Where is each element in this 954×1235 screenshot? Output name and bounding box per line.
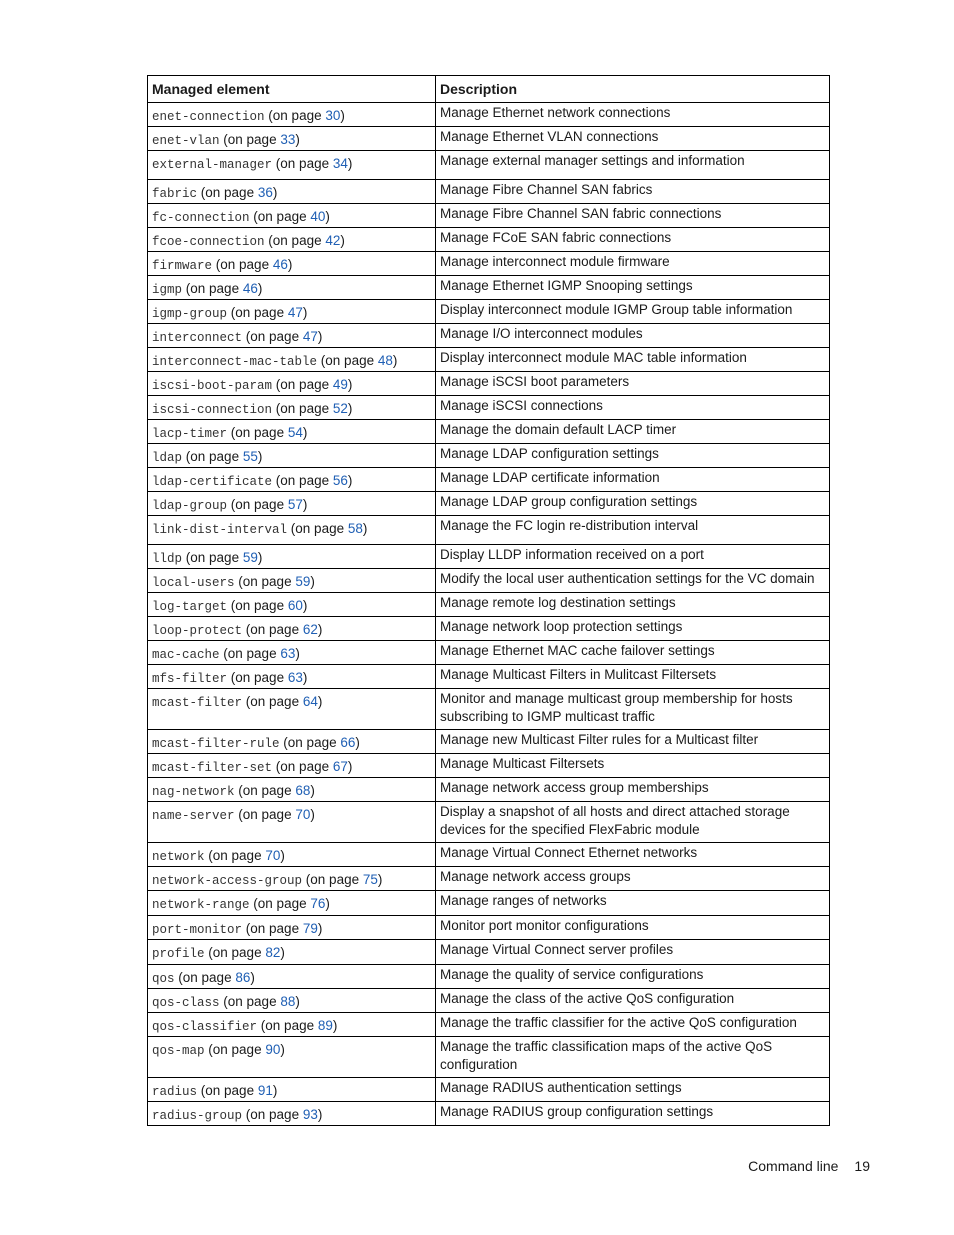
page-link[interactable]: 52	[332, 401, 348, 416]
command-name: mfs-filter	[152, 672, 228, 686]
on-page-prefix: (on page	[208, 848, 266, 863]
page-link[interactable]: 36	[257, 185, 273, 200]
description-cell: Manage Ethernet MAC cache failover settings	[436, 641, 830, 665]
on-page-prefix: (on page	[230, 670, 288, 685]
description-cell: Display interconnect module MAC table information	[436, 348, 830, 372]
on-page-prefix: (on page	[185, 281, 243, 296]
description-cell: Manage the traffic classification maps of the active QoS configuration	[436, 1037, 830, 1078]
on-page-suffix: )	[377, 872, 383, 887]
page-link[interactable]: 82	[265, 945, 281, 960]
table-row	[148, 802, 830, 843]
page-link[interactable]: 47	[287, 305, 303, 320]
on-page-prefix: (on page	[268, 233, 326, 248]
on-page-prefix: (on page	[200, 185, 258, 200]
managed-element-cell	[148, 545, 436, 569]
description-cell: Monitor and manage multicast group membership for hosts subscribing to IGMP multicast traffic	[436, 689, 830, 730]
managed-elements-table	[147, 75, 830, 1126]
on-page-suffix: )	[332, 1018, 338, 1033]
on-page-prefix: (on page	[290, 521, 348, 536]
on-page-suffix: )	[362, 521, 368, 536]
description-cell: Manage Virtual Connect server profiles	[436, 940, 830, 965]
on-page-suffix: )	[302, 305, 308, 320]
command-name: fcoe-connection	[152, 235, 265, 249]
page-link[interactable]: 40	[310, 209, 326, 224]
table-row	[148, 516, 830, 545]
on-page-prefix: (on page	[238, 783, 296, 798]
command-name: name-server	[152, 809, 235, 823]
page-link[interactable]: 54	[287, 425, 303, 440]
table-row	[148, 916, 830, 940]
command-name: enet-vlan	[152, 134, 220, 148]
page-link[interactable]: 86	[235, 970, 251, 985]
command-name: igmp	[152, 283, 183, 297]
on-page-suffix: )	[347, 401, 353, 416]
managed-element-cell	[148, 420, 436, 444]
description-cell: Manage the traffic classifier for the active QoS configuration	[436, 1013, 830, 1037]
command-name: nag-network	[152, 785, 235, 799]
table-row	[148, 396, 830, 420]
on-page-prefix: (on page	[275, 759, 333, 774]
on-page-suffix: )	[317, 329, 323, 344]
table-row	[148, 1037, 830, 1078]
on-page-prefix: (on page	[245, 921, 303, 936]
description-cell: Monitor port monitor configurations	[436, 916, 830, 940]
table-row	[148, 1102, 830, 1126]
page-link[interactable]: 90	[265, 1042, 281, 1057]
managed-element-cell	[148, 617, 436, 641]
on-page-suffix: )	[317, 694, 323, 709]
on-page-prefix: (on page	[208, 945, 266, 960]
on-page-prefix: (on page	[230, 305, 288, 320]
table-row	[148, 204, 830, 228]
description-cell: Manage new Multicast Filter rules for a Multicast filter	[436, 730, 830, 754]
description-cell: Manage FCoE SAN fabric connections	[436, 228, 830, 252]
command-name: port-monitor	[152, 923, 243, 937]
table-row	[148, 965, 830, 989]
on-page-prefix: (on page	[185, 550, 243, 565]
table-row	[148, 127, 830, 151]
on-page-suffix: )	[302, 598, 308, 613]
on-page-suffix: )	[287, 257, 293, 272]
managed-element-cell	[148, 468, 436, 492]
description-cell: Manage network access groups	[436, 867, 830, 891]
page-link[interactable]: 47	[302, 329, 318, 344]
page-link[interactable]: 49	[332, 377, 348, 392]
managed-element-cell	[148, 252, 436, 276]
table-row	[148, 545, 830, 569]
description-cell: Display interconnect module IGMP Group table information	[436, 300, 830, 324]
description-cell: Manage Ethernet VLAN connections	[436, 127, 830, 151]
on-page-prefix: (on page	[245, 622, 303, 637]
page-link[interactable]: 57	[287, 497, 303, 512]
command-name: network-access-group	[152, 874, 303, 888]
on-page-suffix: )	[317, 1107, 323, 1122]
table-row	[148, 468, 830, 492]
description-cell: Manage Multicast Filters in Mulitcast Filtersets	[436, 665, 830, 689]
command-name: local-users	[152, 576, 235, 590]
on-page-prefix: (on page	[253, 896, 311, 911]
managed-element-cell	[148, 1078, 436, 1102]
page-link[interactable]: 48	[377, 353, 393, 368]
command-name: mac-cache	[152, 648, 220, 662]
command-name: network	[152, 850, 205, 864]
on-page-prefix: (on page	[238, 807, 296, 822]
page-link[interactable]: 62	[302, 622, 318, 637]
description-cell: Manage Multicast Filtersets	[436, 754, 830, 778]
page-link[interactable]: 42	[325, 233, 341, 248]
command-name: firmware	[152, 259, 213, 273]
on-page-suffix: )	[280, 1042, 285, 1057]
on-page-suffix: )	[347, 156, 353, 171]
command-name: link-dist-interval	[152, 523, 288, 537]
on-page-prefix: (on page	[253, 209, 311, 224]
description-cell: Manage Fibre Channel SAN fabric connections	[436, 204, 830, 228]
on-page-prefix: (on page	[215, 257, 273, 272]
page-link[interactable]: 91	[257, 1083, 273, 1098]
command-name: lldp	[152, 552, 183, 566]
table-row	[148, 444, 830, 468]
managed-element-cell	[148, 641, 436, 665]
description-cell: Manage LDAP group configuration settings	[436, 492, 830, 516]
on-page-prefix: (on page	[223, 646, 281, 661]
on-page-suffix: )	[317, 921, 323, 936]
on-page-prefix: (on page	[275, 156, 333, 171]
managed-element-cell	[148, 492, 436, 516]
description-cell: Manage network loop protection settings	[436, 617, 830, 641]
on-page-prefix: (on page	[275, 473, 333, 488]
command-name: profile	[152, 947, 205, 961]
description-cell: Manage iSCSI boot parameters	[436, 372, 830, 396]
table-row	[148, 103, 830, 127]
description-cell: Manage I/O interconnect modules	[436, 324, 830, 348]
table-row	[148, 1078, 830, 1102]
description-cell: Manage network access group memberships	[436, 778, 830, 802]
table-row	[148, 1013, 830, 1037]
managed-element-cell	[148, 204, 436, 228]
on-page-suffix: )	[347, 473, 353, 488]
page-link[interactable]: 70	[295, 807, 311, 822]
page-footer	[748, 1158, 870, 1174]
page-link[interactable]: 93	[302, 1107, 318, 1122]
managed-element-cell	[148, 1102, 436, 1126]
managed-element-cell	[148, 324, 436, 348]
on-page-prefix: (on page	[200, 1083, 258, 1098]
on-page-suffix: )	[302, 670, 308, 685]
table-row	[148, 252, 830, 276]
table-row	[148, 940, 830, 965]
page-link[interactable]: 75	[362, 872, 378, 887]
command-name: network-range	[152, 898, 250, 912]
managed-element-cell	[148, 965, 436, 989]
table-row	[148, 665, 830, 689]
page-link[interactable]: 59	[295, 574, 311, 589]
command-name: qos-class	[152, 996, 220, 1010]
table-row	[148, 151, 830, 180]
managed-element-cell	[148, 802, 436, 843]
command-name: loop-protect	[152, 624, 243, 638]
description-cell: Manage LDAP configuration settings	[436, 444, 830, 468]
on-page-suffix: )	[310, 574, 315, 589]
command-name: radius	[152, 1085, 198, 1099]
page-link[interactable]: 70	[265, 848, 281, 863]
managed-element-cell	[148, 372, 436, 396]
header-managed-element: Managed element	[148, 76, 436, 103]
table-row	[148, 372, 830, 396]
managed-element-cell	[148, 103, 436, 127]
page-link[interactable]: 56	[332, 473, 348, 488]
page-link[interactable]: 89	[317, 1018, 333, 1033]
table-row	[148, 891, 830, 916]
command-name: fabric	[152, 187, 198, 201]
table-row	[148, 180, 830, 204]
page-link[interactable]: 46	[272, 257, 288, 272]
on-page-suffix: )	[280, 848, 285, 863]
on-page-prefix: (on page	[305, 872, 363, 887]
table-row	[148, 276, 830, 300]
command-name: ldap-certificate	[152, 475, 273, 489]
on-page-prefix: (on page	[230, 425, 288, 440]
table-header-row	[148, 76, 830, 103]
on-page-suffix: )	[295, 994, 300, 1009]
table-row	[148, 730, 830, 754]
on-page-prefix: (on page	[230, 598, 288, 613]
page-link[interactable]: 33	[280, 132, 296, 147]
table-row	[148, 778, 830, 802]
on-page-suffix: )	[272, 185, 278, 200]
command-name: ldap	[152, 451, 183, 465]
table-row	[148, 228, 830, 252]
command-name: radius-group	[152, 1109, 243, 1123]
page-link[interactable]: 55	[242, 449, 258, 464]
on-page-prefix: (on page	[260, 1018, 318, 1033]
page-link[interactable]: 63	[280, 646, 296, 661]
on-page-prefix: (on page	[185, 449, 243, 464]
table-row	[148, 617, 830, 641]
on-page-suffix: )	[325, 896, 330, 911]
description-cell: Manage Ethernet IGMP Snooping settings	[436, 276, 830, 300]
page-link[interactable]: 59	[242, 550, 258, 565]
command-name: fc-connection	[152, 211, 250, 225]
managed-element-cell	[148, 730, 436, 754]
command-name: mcast-filter-rule	[152, 737, 280, 751]
on-page-suffix: )	[392, 353, 398, 368]
description-cell: Display LLDP information received on a port	[436, 545, 830, 569]
managed-element-cell	[148, 778, 436, 802]
table-row	[148, 300, 830, 324]
command-name: lacp-timer	[152, 427, 228, 441]
managed-element-cell	[148, 300, 436, 324]
description-cell: Manage ranges of networks	[436, 891, 830, 916]
on-page-suffix: )	[295, 132, 300, 147]
table-row	[148, 843, 830, 867]
on-page-prefix: (on page	[245, 329, 303, 344]
managed-element-cell	[148, 276, 436, 300]
description-cell: Manage Ethernet network connections	[436, 103, 830, 127]
on-page-prefix: (on page	[178, 970, 236, 985]
description-cell: Manage LDAP certificate information	[436, 468, 830, 492]
on-page-prefix: (on page	[238, 574, 296, 589]
command-name: qos	[152, 972, 175, 986]
page-link[interactable]: 79	[302, 921, 318, 936]
page-link[interactable]: 58	[347, 521, 363, 536]
on-page-suffix: )	[347, 377, 353, 392]
on-page-suffix: )	[257, 449, 263, 464]
command-name: mcast-filter-set	[152, 761, 273, 775]
command-name: interconnect-mac-table	[152, 355, 318, 369]
command-name: iscsi-connection	[152, 403, 273, 417]
table-row	[148, 754, 830, 778]
description-cell: Manage iSCSI connections	[436, 396, 830, 420]
on-page-prefix: (on page	[208, 1042, 266, 1057]
table-row	[148, 324, 830, 348]
table-row	[148, 641, 830, 665]
table-row	[148, 867, 830, 891]
managed-element-cell	[148, 228, 436, 252]
table-row	[148, 989, 830, 1013]
description-cell: Modify the local user authentication settings for the VC domain	[436, 569, 830, 593]
description-cell: Manage RADIUS authentication settings	[436, 1078, 830, 1102]
on-page-prefix: (on page	[320, 353, 378, 368]
command-name: interconnect	[152, 331, 243, 345]
managed-element-cell	[148, 754, 436, 778]
command-name: qos-map	[152, 1044, 205, 1058]
on-page-prefix: (on page	[223, 132, 281, 147]
managed-element-cell	[148, 127, 436, 151]
description-cell: Manage Fibre Channel SAN fabrics	[436, 180, 830, 204]
page-link[interactable]: 66	[340, 735, 356, 750]
on-page-prefix: (on page	[223, 994, 281, 1009]
on-page-suffix: )	[347, 759, 353, 774]
on-page-prefix: (on page	[275, 401, 333, 416]
command-name: ldap-group	[152, 499, 228, 513]
description-cell: Manage the quality of service configurations	[436, 965, 830, 989]
table-row	[148, 420, 830, 444]
page-link[interactable]: 64	[302, 694, 318, 709]
managed-element-cell	[148, 1013, 436, 1037]
managed-element-cell	[148, 940, 436, 965]
managed-element-cell	[148, 348, 436, 372]
on-page-suffix: )	[295, 646, 300, 661]
on-page-suffix: )	[325, 209, 330, 224]
footer-page-number: 19	[854, 1158, 870, 1174]
page-link[interactable]: 30	[325, 108, 341, 123]
description-cell: Manage RADIUS group configuration settings	[436, 1102, 830, 1126]
table-row	[148, 689, 830, 730]
managed-element-cell	[148, 843, 436, 867]
command-name: log-target	[152, 600, 228, 614]
on-page-prefix: (on page	[245, 694, 303, 709]
page-link[interactable]: 76	[310, 896, 326, 911]
description-cell: Manage Virtual Connect Ethernet networks	[436, 843, 830, 867]
description-cell: Manage the FC login re-distribution interval	[436, 516, 830, 545]
table-row	[148, 569, 830, 593]
command-name: igmp-group	[152, 307, 228, 321]
managed-element-cell	[148, 444, 436, 468]
on-page-suffix: )	[257, 550, 263, 565]
page-link[interactable]: 88	[280, 994, 296, 1009]
on-page-suffix: )	[272, 1083, 278, 1098]
command-name: qos-classifier	[152, 1020, 258, 1034]
header-description: Description	[436, 76, 830, 103]
on-page-prefix: (on page	[245, 1107, 303, 1122]
description-cell: Manage interconnect module firmware	[436, 252, 830, 276]
description-cell: Manage the domain default LACP timer	[436, 420, 830, 444]
on-page-suffix: )	[355, 735, 360, 750]
page-link[interactable]: 68	[295, 783, 311, 798]
description-cell: Manage the class of the active QoS configuration	[436, 989, 830, 1013]
description-cell: Manage external manager settings and information	[436, 151, 830, 180]
command-name: iscsi-boot-param	[152, 379, 273, 393]
managed-element-cell	[148, 989, 436, 1013]
managed-element-cell	[148, 593, 436, 617]
on-page-suffix: )	[340, 108, 345, 123]
managed-element-cell	[148, 867, 436, 891]
on-page-suffix: )	[250, 970, 255, 985]
managed-element-cell	[148, 516, 436, 545]
table-body	[148, 103, 830, 1126]
command-name: external-manager	[152, 158, 273, 172]
on-page-suffix: )	[257, 281, 263, 296]
page-link[interactable]: 67	[332, 759, 348, 774]
page-link[interactable]: 60	[287, 598, 303, 613]
page-link[interactable]: 34	[332, 156, 348, 171]
on-page-suffix: )	[340, 233, 345, 248]
managed-element-cell	[148, 665, 436, 689]
managed-element-cell	[148, 916, 436, 940]
on-page-prefix: (on page	[230, 497, 288, 512]
table-row	[148, 492, 830, 516]
managed-element-cell	[148, 151, 436, 180]
description-cell: Manage remote log destination settings	[436, 593, 830, 617]
on-page-suffix: )	[302, 497, 308, 512]
on-page-suffix: )	[280, 945, 285, 960]
command-name: enet-connection	[152, 110, 265, 124]
page-link[interactable]: 46	[242, 281, 258, 296]
managed-element-cell	[148, 180, 436, 204]
managed-element-cell	[148, 1037, 436, 1078]
on-page-suffix: )	[302, 425, 308, 440]
on-page-prefix: (on page	[268, 108, 326, 123]
command-name: mcast-filter	[152, 696, 243, 710]
managed-element-cell	[148, 569, 436, 593]
on-page-prefix: (on page	[275, 377, 333, 392]
table-row	[148, 348, 830, 372]
on-page-suffix: )	[310, 783, 315, 798]
page-link[interactable]: 63	[287, 670, 303, 685]
table-row	[148, 593, 830, 617]
managed-element-cell	[148, 396, 436, 420]
description-cell: Display a snapshot of all hosts and direct attached storage devices for the specified FlexFabric module	[436, 802, 830, 843]
footer-section-title: Command line	[748, 1158, 839, 1174]
on-page-prefix: (on page	[283, 735, 341, 750]
managed-element-cell	[148, 689, 436, 730]
managed-element-cell	[148, 891, 436, 916]
on-page-suffix: )	[310, 807, 315, 822]
on-page-suffix: )	[317, 622, 323, 637]
